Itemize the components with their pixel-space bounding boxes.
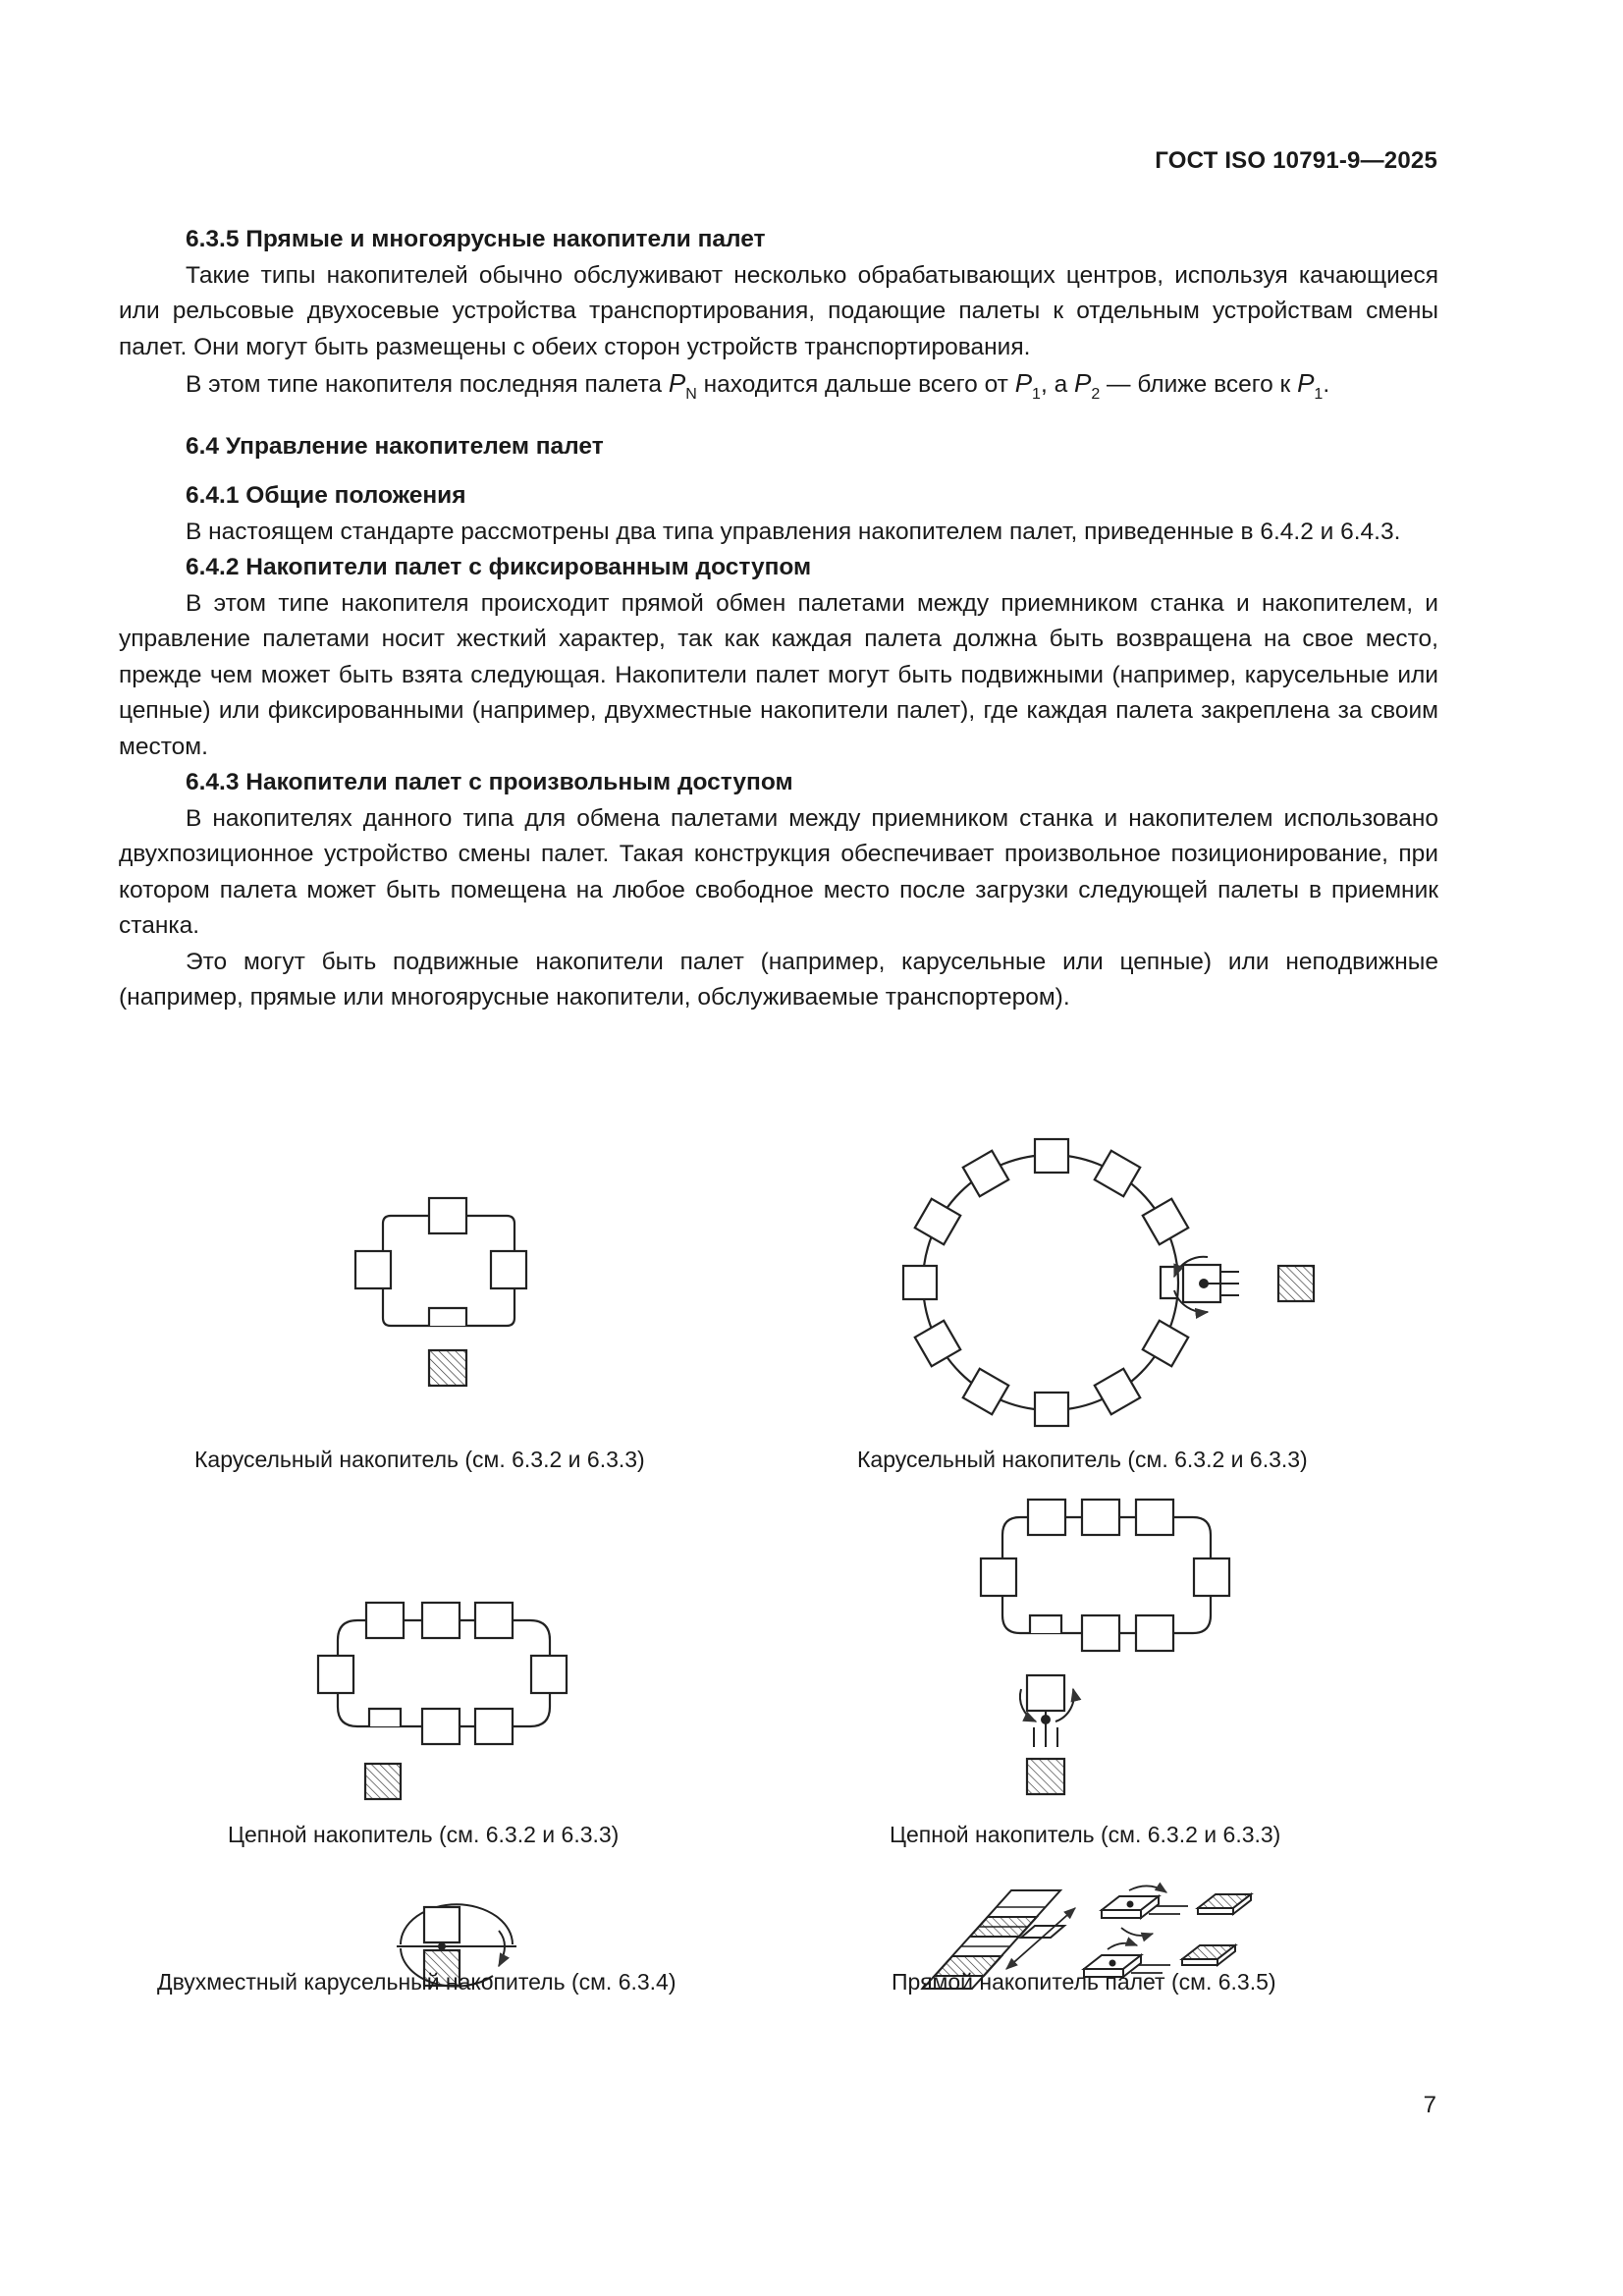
section-heading-6-4-3: 6.4.3 Накопители палет с произвольным доступом xyxy=(186,769,793,795)
paragraph: В этом типе накопителя происходит прямой обмен палетами между приемником станка и накопителем, и управление палетами носит жесткий характер, так как каждая палета должна быть возвращена на свое место, прежде чем может быть взята следующая. Накопители палет могут быть подвижными (например, карусельные или цепные) или фиксированными (например, двухместные накопители палет), где каждая палета закреплена за своим местом. xyxy=(119,589,1438,760)
carousel-small-diagram xyxy=(334,1188,569,1434)
figure-caption: Карусельный накопитель (см. 6.3.2 и 6.3.3) xyxy=(194,1447,645,1472)
paragraph-pallet-order: В этом типе накопителя последняя палета $P_N$ находится дальше всего от $P_1$, а $P_2$ — ближе всего к $P_1$. xyxy=(186,368,1330,403)
carousel-large-diagram xyxy=(874,1129,1335,1434)
chain-left-diagram xyxy=(304,1581,579,1807)
chain-right-diagram xyxy=(967,1488,1242,1812)
figure-caption: Карусельный накопитель (см. 6.3.2 и 6.3.3) xyxy=(857,1447,1308,1472)
paragraph: Это могут быть подвижные накопители палет (например, карусельные или цепные) или неподвижные (например, прямые или многоярусные накопители, обслуживаемые транспортером). xyxy=(119,948,1438,1011)
paragraph: В накопителях данного типа для обмена палетами между приемником станка и накопителем использовано двухпозиционное устройство смены палет. Такая конструкция обеспечивает произвольное позиционирование, при котором палета может быть помещена на любое свободное место после загрузки следующей палеты в приемник станка. xyxy=(119,804,1438,939)
paragraph: В настоящем стандарте рассмотрены два типа управления накопителем палет, приведенные в 6.4.2 и 6.4.3. xyxy=(186,518,1401,545)
figure-caption: Цепной накопитель (см. 6.3.2 и 6.3.3) xyxy=(228,1822,620,1847)
linear-storage-diagram xyxy=(903,1871,1316,2018)
section-heading-6-4-2: 6.4.2 Накопители палет с фиксированным доступом xyxy=(186,554,812,580)
section-heading-6-4-1: 6.4.1 Общие положения xyxy=(186,482,466,509)
paragraph: Такие типы накопителей обычно обслуживают несколько обрабатывающих центров, используя качающиеся или рельсовые двухосевые устройства транспортирования, подающие палеты к отдельным устройствам смены палет. Они могут быть размещены с обеих сторон устройств транспортирования. xyxy=(119,261,1438,360)
section-heading-6-3-5: 6.3.5 Прямые и многоярусные накопители палет xyxy=(186,226,766,252)
figure-caption: Прямой накопитель палет (см. 6.3.5) xyxy=(892,1969,1276,1995)
document-id: ГОСТ ISO 10791-9—2025 xyxy=(1155,147,1437,174)
section-heading-6-4: 6.4 Управление накопителем палет xyxy=(186,432,604,460)
body-text xyxy=(119,222,1438,1016)
figure-caption: Цепной накопитель (см. 6.3.2 и 6.3.3) xyxy=(890,1822,1281,1847)
page-number: 7 xyxy=(1423,2092,1436,2118)
figure-caption: Двухместный карусельный накопитель (см. 6.3.4) xyxy=(157,1969,676,1995)
